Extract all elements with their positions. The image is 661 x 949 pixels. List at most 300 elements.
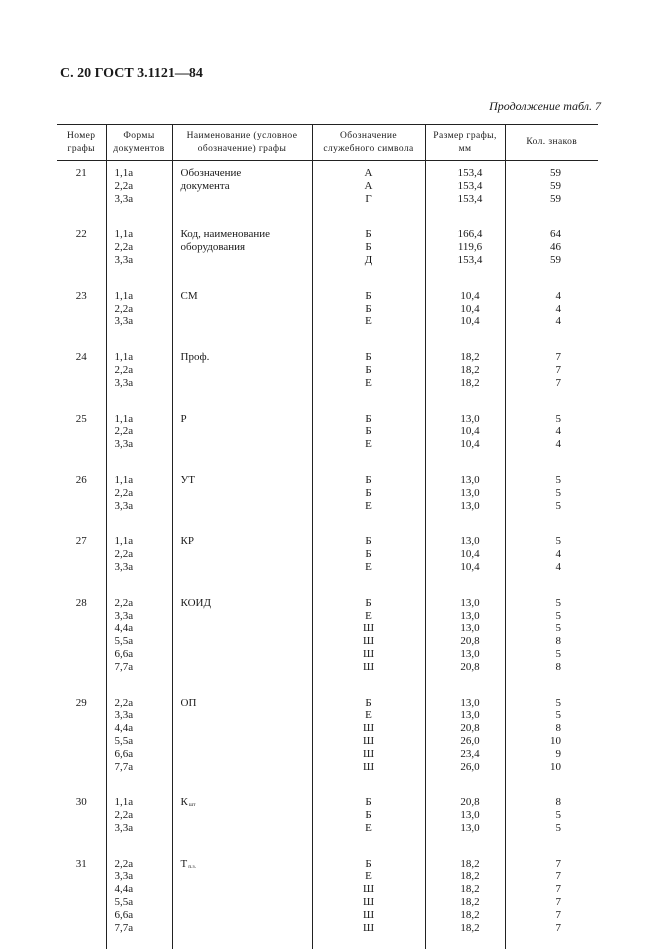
form-code-text: 3,3а [115, 377, 134, 389]
column-size-text: 119,6 [458, 241, 482, 253]
service-symbol-text: Е [365, 377, 372, 389]
row-number-text: 30 [76, 796, 87, 808]
char-count-text: 4 [556, 438, 562, 450]
column-size [426, 561, 505, 574]
char-count [506, 303, 599, 316]
char-count [506, 474, 599, 487]
form-code-text: 3,3а [115, 254, 134, 266]
service-symbol-text: Б [365, 364, 371, 376]
column-size [426, 761, 505, 774]
service-symbol [313, 922, 425, 935]
cell-number [57, 589, 106, 689]
form-code [111, 735, 172, 748]
char-count-text: 10 [550, 735, 561, 747]
column-size-text: 13,0 [460, 535, 479, 547]
form-code [111, 748, 172, 761]
form-code-text: 2,2а [115, 425, 134, 437]
char-count [506, 548, 599, 561]
char-count-text: 4 [556, 315, 562, 327]
char-count [506, 425, 599, 438]
service-symbol [313, 597, 425, 610]
char-count-text: 5 [556, 610, 562, 622]
service-symbol [313, 709, 425, 722]
form-code-text: 1,1а [115, 290, 134, 302]
column-size-text: 20,8 [460, 661, 479, 673]
char-count-text: 7 [556, 909, 562, 921]
service-symbol-text: Б [365, 228, 371, 240]
service-symbol-text: Б [365, 303, 371, 315]
column-size [426, 870, 505, 883]
char-count-text: 5 [556, 809, 562, 821]
form-code-text: 7,7а [115, 761, 134, 773]
column-size [426, 748, 505, 761]
form-code-text: 6,6а [115, 648, 134, 660]
char-count [506, 167, 599, 180]
column-size-text: 10,4 [460, 315, 479, 327]
cell-number [57, 850, 106, 949]
column-size-text: 18,2 [460, 896, 479, 908]
column-name [173, 858, 312, 871]
form-code [111, 709, 172, 722]
column-size-text: 153,4 [458, 193, 483, 205]
char-count-text: 46 [550, 241, 561, 253]
char-count [506, 254, 599, 267]
service-symbol-text: Е [365, 438, 372, 450]
column-name-text: КР [181, 535, 194, 547]
form-code-text: 3,3а [115, 500, 134, 512]
char-count [506, 796, 599, 809]
table-row [57, 220, 598, 281]
cell-name [172, 220, 312, 281]
char-count [506, 290, 599, 303]
form-code-text: 1,1а [115, 413, 134, 425]
char-count-text: 7 [556, 883, 562, 895]
column-size-text: 13,0 [460, 809, 479, 821]
cell-size [425, 689, 505, 789]
column-size [426, 180, 505, 193]
column-size-text: 13,0 [460, 610, 479, 622]
column-size-text: 13,0 [460, 697, 479, 709]
service-symbol [313, 351, 425, 364]
column-name [173, 167, 312, 180]
form-code [111, 561, 172, 574]
service-symbol [313, 909, 425, 922]
spec-table [57, 124, 598, 949]
col-header-forms: Формы документов [106, 125, 172, 161]
cell-number [57, 220, 106, 281]
char-count-text: 5 [556, 487, 562, 499]
column-size-text: 18,2 [460, 922, 479, 934]
form-code-text: 4,4а [115, 722, 134, 734]
cell-name [172, 850, 312, 949]
cell-count [505, 161, 598, 221]
column-size [426, 648, 505, 661]
cell-count [505, 466, 598, 527]
service-symbol [313, 858, 425, 871]
service-symbol [313, 290, 425, 303]
form-code-text: 2,2а [115, 364, 134, 376]
cell-count [505, 689, 598, 789]
service-symbol-text: Б [365, 351, 371, 363]
column-size-text: 153,4 [458, 167, 483, 179]
char-count [506, 315, 599, 328]
column-size-text: 10,4 [460, 290, 479, 302]
cell-forms [106, 689, 172, 789]
char-count [506, 870, 599, 883]
service-symbol-text: Ш [363, 748, 374, 760]
column-size [426, 722, 505, 735]
table-header-row [57, 125, 598, 161]
form-code-text: 2,2а [115, 180, 134, 192]
column-name-text: оборудования [181, 241, 246, 253]
char-count-text: 59 [550, 180, 561, 192]
table-row [57, 527, 598, 588]
cell-count [505, 788, 598, 849]
cell-name [172, 689, 312, 789]
column-name [173, 413, 312, 426]
form-code [111, 351, 172, 364]
char-count [506, 364, 599, 377]
char-count [506, 709, 599, 722]
column-size [426, 290, 505, 303]
row-number-text: 31 [76, 858, 87, 870]
column-size [426, 622, 505, 635]
char-count-text: 5 [556, 709, 562, 721]
service-symbol [313, 761, 425, 774]
cell-name [172, 282, 312, 343]
column-size-text: 13,0 [460, 622, 479, 634]
char-count [506, 535, 599, 548]
char-count [506, 561, 599, 574]
cell-name [172, 527, 312, 588]
form-code-text: 4,4а [115, 883, 134, 895]
column-size-text: 18,2 [460, 870, 479, 882]
service-symbol [313, 622, 425, 635]
form-code [111, 167, 172, 180]
char-count-text: 7 [556, 364, 562, 376]
service-symbol-text: Е [365, 709, 372, 721]
form-code-text: 1,1а [115, 535, 134, 547]
char-count-text: 64 [550, 228, 561, 240]
service-symbol [313, 425, 425, 438]
column-size-text: 20,8 [460, 635, 479, 647]
form-code [111, 180, 172, 193]
service-symbol [313, 364, 425, 377]
service-symbol-text: Ш [363, 761, 374, 773]
form-code-text: 7,7а [115, 661, 134, 673]
cell-number [57, 405, 106, 466]
column-name-text: Проф. [181, 351, 210, 363]
row-number-text: 21 [76, 167, 87, 179]
cell-size [425, 788, 505, 849]
row-number [57, 413, 106, 426]
column-size [426, 241, 505, 254]
char-count [506, 761, 599, 774]
service-symbol [313, 883, 425, 896]
char-count [506, 822, 599, 835]
cell-size [425, 850, 505, 949]
form-code [111, 648, 172, 661]
cell-symbol [312, 689, 425, 789]
row-number-text: 25 [76, 413, 87, 425]
form-code-text: 3,3а [115, 610, 134, 622]
form-code [111, 241, 172, 254]
service-symbol [313, 487, 425, 500]
row-number-text: 26 [76, 474, 87, 486]
cell-count [505, 220, 598, 281]
form-code [111, 809, 172, 822]
service-symbol-text: Б [365, 809, 371, 821]
form-code-text: 7,7а [115, 922, 134, 934]
form-code [111, 661, 172, 674]
column-size-text: 13,0 [460, 822, 479, 834]
cell-count [505, 282, 598, 343]
column-size [426, 193, 505, 206]
cell-symbol [312, 220, 425, 281]
cell-number [57, 788, 106, 849]
service-symbol-text: Б [365, 697, 371, 709]
char-count [506, 735, 599, 748]
form-code [111, 290, 172, 303]
form-code-text: 6,6а [115, 748, 134, 760]
char-count-text: 8 [556, 796, 562, 808]
table-row [57, 850, 598, 949]
column-size-text: 23,4 [460, 748, 479, 760]
column-name-text: Код, наименование [181, 228, 271, 240]
form-code-text: 5,5а [115, 735, 134, 747]
char-count-text: 59 [550, 193, 561, 205]
column-name-text: Обозначение [181, 167, 242, 179]
column-size [426, 909, 505, 922]
cell-number [57, 282, 106, 343]
row-number-text: 27 [76, 535, 87, 547]
char-count [506, 922, 599, 935]
cell-size [425, 527, 505, 588]
char-count-text: 7 [556, 922, 562, 934]
cell-name [172, 589, 312, 689]
service-symbol [313, 474, 425, 487]
column-size [426, 254, 505, 267]
column-size-text: 13,0 [460, 474, 479, 486]
table-row [57, 788, 598, 849]
form-code [111, 597, 172, 610]
form-code [111, 870, 172, 883]
cell-size [425, 589, 505, 689]
char-count-text: 5 [556, 622, 562, 634]
row-number [57, 167, 106, 180]
form-code-text: 2,2а [115, 597, 134, 609]
service-symbol-text: Ш [363, 622, 374, 634]
form-code [111, 635, 172, 648]
row-number-text: 23 [76, 290, 87, 302]
table-row [57, 466, 598, 527]
cell-count [505, 343, 598, 404]
form-code-text: 2,2а [115, 697, 134, 709]
column-size-text: 13,0 [460, 500, 479, 512]
column-name-text: ОП [181, 697, 197, 709]
service-symbol [313, 735, 425, 748]
form-code [111, 622, 172, 635]
char-count [506, 697, 599, 710]
cell-number [57, 689, 106, 789]
column-name-text: СМ [181, 290, 198, 302]
form-code [111, 500, 172, 513]
form-code-text: 3,3а [115, 193, 134, 205]
cell-symbol [312, 850, 425, 949]
service-symbol [313, 413, 425, 426]
column-size [426, 922, 505, 935]
form-code-text: 1,1а [115, 167, 134, 179]
form-code [111, 254, 172, 267]
form-code-text: 1,1а [115, 796, 134, 808]
row-number-text: 28 [76, 597, 87, 609]
service-symbol [313, 193, 425, 206]
char-count-text: 7 [556, 377, 562, 389]
char-count [506, 241, 599, 254]
column-size-text: 26,0 [460, 761, 479, 773]
table-row [57, 689, 598, 789]
char-count-text: 9 [556, 748, 562, 760]
column-size [426, 796, 505, 809]
form-code [111, 487, 172, 500]
column-size [426, 822, 505, 835]
cell-symbol [312, 527, 425, 588]
cell-count [505, 589, 598, 689]
service-symbol [313, 635, 425, 648]
service-symbol-text: Е [365, 500, 372, 512]
column-size [426, 635, 505, 648]
row-number [57, 796, 106, 809]
cell-number [57, 466, 106, 527]
column-name-text: КОИД [181, 597, 211, 609]
cell-number [57, 161, 106, 221]
form-code-text: 5,5а [115, 896, 134, 908]
column-size-text: 20,8 [460, 796, 479, 808]
column-size-text: 20,8 [460, 722, 479, 734]
char-count-text: 4 [556, 425, 562, 437]
char-count-text: 10 [550, 761, 561, 773]
service-symbol [313, 648, 425, 661]
form-code [111, 909, 172, 922]
column-size-text: 18,2 [460, 377, 479, 389]
cell-count [505, 405, 598, 466]
column-size-text: 10,4 [460, 548, 479, 560]
char-count-text: 8 [556, 722, 562, 734]
column-size-text: 13,0 [460, 648, 479, 660]
form-code-text: 2,2а [115, 858, 134, 870]
cell-symbol [312, 466, 425, 527]
char-count-text: 59 [550, 167, 561, 179]
column-name-text: УТ [181, 474, 196, 486]
service-symbol-text: Б [365, 858, 371, 870]
char-count [506, 896, 599, 909]
form-code [111, 697, 172, 710]
column-size [426, 500, 505, 513]
row-number [57, 697, 106, 710]
column-size-text: 153,4 [458, 254, 483, 266]
column-size-text: 10,4 [460, 561, 479, 573]
char-count-text: 4 [556, 561, 562, 573]
column-size-text: 13,0 [460, 413, 479, 425]
column-size-text: 26,0 [460, 735, 479, 747]
service-symbol-text: Е [365, 315, 372, 327]
service-symbol-text: Б [365, 535, 371, 547]
service-symbol-text: Ш [363, 883, 374, 895]
form-code [111, 228, 172, 241]
form-code-text: 2,2а [115, 548, 134, 560]
column-size [426, 474, 505, 487]
cell-forms [106, 343, 172, 404]
form-code [111, 193, 172, 206]
form-code [111, 796, 172, 809]
column-name-subscript: шт [189, 802, 196, 808]
form-code [111, 548, 172, 561]
service-symbol [313, 610, 425, 623]
cell-forms [106, 589, 172, 689]
column-size-text: 18,2 [460, 351, 479, 363]
column-size [426, 425, 505, 438]
form-code-text: 2,2а [115, 487, 134, 499]
column-size [426, 735, 505, 748]
column-size [426, 487, 505, 500]
form-code [111, 822, 172, 835]
service-symbol-text: Б [365, 413, 371, 425]
char-count-text: 5 [556, 597, 562, 609]
service-symbol [313, 822, 425, 835]
column-size [426, 438, 505, 451]
char-count [506, 351, 599, 364]
service-symbol-text: Б [365, 487, 371, 499]
char-count-text: 5 [556, 648, 562, 660]
cell-name [172, 161, 312, 221]
form-code-text: 3,3а [115, 870, 134, 882]
column-size-text: 10,4 [460, 425, 479, 437]
column-name [173, 796, 312, 809]
page-title: С. 20 ГОСТ 3.1121—84 [60, 66, 203, 82]
column-size-text: 18,2 [460, 883, 479, 895]
service-symbol-text: Б [365, 474, 371, 486]
column-size [426, 228, 505, 241]
cell-count [505, 527, 598, 588]
row-number [57, 290, 106, 303]
cell-number [57, 343, 106, 404]
service-symbol-text: Ш [363, 648, 374, 660]
char-count-text: 5 [556, 474, 562, 486]
service-symbol [313, 748, 425, 761]
column-size [426, 548, 505, 561]
service-symbol [313, 315, 425, 328]
row-number [57, 597, 106, 610]
form-code [111, 425, 172, 438]
cell-size [425, 161, 505, 221]
column-size-text: 153,4 [458, 180, 483, 192]
service-symbol [313, 809, 425, 822]
form-code-text: 3,3а [115, 315, 134, 327]
table-row [57, 282, 598, 343]
char-count [506, 858, 599, 871]
cell-size [425, 343, 505, 404]
column-size [426, 809, 505, 822]
form-code [111, 364, 172, 377]
char-count-text: 7 [556, 870, 562, 882]
form-code [111, 896, 172, 909]
char-count [506, 487, 599, 500]
char-count [506, 438, 599, 451]
column-size [426, 883, 505, 896]
service-symbol-text: Д [365, 254, 373, 266]
cell-forms [106, 850, 172, 949]
cell-count [505, 850, 598, 949]
